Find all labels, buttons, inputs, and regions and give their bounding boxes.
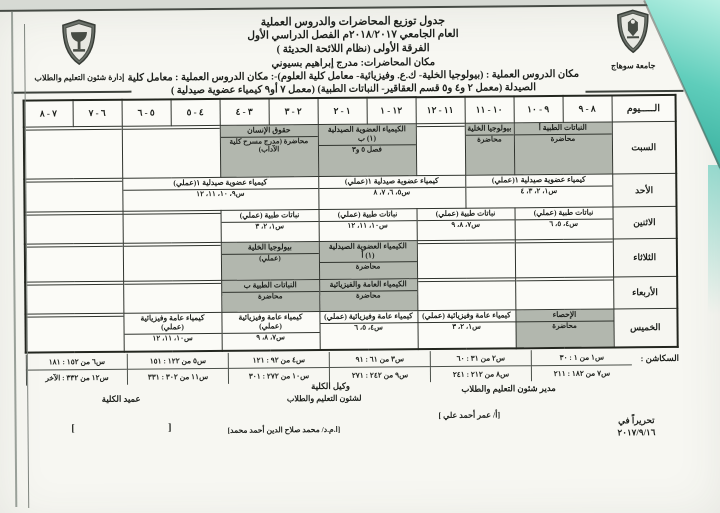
time-slot-header: ٢ - ٣ (269, 98, 318, 125)
manager-signature-name: [أ/ عمر أحمد علي ] (438, 410, 501, 421)
section-range: س١١ من ٣٠٢ : ٣٣١ (127, 368, 228, 384)
timetable-cell (417, 310, 515, 349)
cell-subtitle: محاضرة (516, 320, 613, 330)
page-title: جدول توزيع المحاضرات والدروس العملية (260, 14, 446, 29)
cell-subtitle (26, 214, 123, 216)
issue-date-value: ٢٠١٧/٩/١٦ (617, 427, 656, 438)
section-range: س٥ من ١٢٢ : ١٥١ (127, 353, 228, 369)
timetable-row (24, 121, 676, 179)
cell-subtitle: محاضرة (مدرج مسرح كلية الآداب) (220, 136, 317, 154)
time-slot-header: ٦ - ٧ (73, 100, 122, 127)
time-slot-header: ٨ - ٩ (563, 95, 612, 122)
time-slot-header: ٩ - ١٠ (514, 96, 563, 123)
section-range: س٣ من ٦١ : ٩١ (329, 351, 430, 367)
cell-subtitle (26, 246, 123, 248)
faculty-emblem-label: إدارة شئون التعليم والطلاب (34, 72, 125, 83)
cell-subtitle (418, 280, 515, 282)
day-cell: الأربعاء (613, 276, 677, 309)
timetable-cell (24, 178, 122, 212)
cell-subtitle: س١، ٢، ٣، ٤ (466, 185, 612, 195)
timetable (23, 94, 679, 353)
timetable-cell (515, 239, 613, 278)
practical-location-line-2: الصيدلة (معمل ٢ و٤ و٥ قسم العقاقير- النباتات الطبية) (معمل ٧ أو٩ كيمياء عضوية صيدلية ) (170, 81, 537, 96)
issue-date-label: تحريراً في (618, 415, 655, 426)
cell-title: نباتات طبية (عملي) (337, 209, 398, 219)
timetable-cell (465, 174, 612, 208)
cell-title: كيمياء عامة وفيزيائية (عملي) (238, 312, 303, 331)
practical-location-line-1: مكان الدروس العملية : (بيولوجيا الخلية- ك.ع. وفيزيائية- معامل كلية العلوم)-: مكان الدروس العملية : معامل كلية (127, 68, 580, 84)
day-cell: السبت (612, 121, 676, 174)
timetable-cell (25, 313, 123, 352)
bracket-open: [ (71, 423, 75, 435)
vice-dean-name: [ا.م.د/ محمد صلاح الدين أحمد محمد] (227, 424, 341, 435)
cell-subtitle: محاضرة (465, 134, 513, 143)
cell-subtitle (416, 126, 464, 127)
section-range: س١٢ من ٣٣٢ : الآخر (26, 369, 127, 385)
cell-subtitle: س٤، ٥، ٦ (320, 322, 417, 332)
cell-title: كيمياء عضوية صيدلية ١(عملي) (491, 174, 586, 185)
cell-title: كيمياء عضوية صيدلية ١(عملي) (173, 177, 268, 188)
cell-title: كيمياء عامة وفيزيائية (عملي) (140, 313, 205, 332)
timetable-cell (514, 207, 612, 240)
day-column-header: الـــــيوم (612, 95, 676, 122)
cell-title: الإحصاء (552, 309, 577, 320)
cell-subtitle: س٩، ١٠، ١١، ١٢ (123, 188, 318, 199)
timetable-cell (515, 309, 613, 348)
eagle-shield-icon (614, 9, 652, 53)
time-slot-header: ٥ - ٦ (122, 99, 171, 126)
cell-title: نباتات طبية (عملي) (435, 208, 496, 219)
timetable-cell (123, 280, 221, 313)
day-cell: الاثنين (612, 206, 676, 239)
cell-title: نباتات طبية (عملي) (239, 210, 300, 220)
section-range: س٤ من ٩٢ : ١٢١ (228, 352, 329, 368)
timetable-cell (514, 122, 612, 175)
cell-title: بيولوجيا الخلية (467, 123, 512, 133)
timetable-cell (515, 277, 613, 310)
section-range: س٩ من ٢٤٢ : ٢٧١ (329, 367, 430, 383)
cell-title: كيمياء عامة وفيزيائية (عملي) (422, 310, 511, 321)
cell-subtitle (516, 279, 613, 281)
timetable-cell (417, 278, 515, 311)
day-cell: الأحد (612, 173, 676, 207)
cell-title: النباتات الطبية ب (243, 280, 297, 290)
pharmacy-shield-icon (59, 19, 99, 65)
timetable-cell (122, 177, 318, 212)
section-range: س٨ من ٢١٢ : ٢٤١ (430, 366, 531, 382)
timetable-cell (221, 210, 319, 243)
vice-dean-title-line2: لشئون التعليم والطلاب (286, 393, 362, 404)
cell-subtitle (417, 242, 514, 244)
cell-subtitle: س١، ٢، ٣ (418, 321, 515, 331)
cell-subtitle (122, 128, 219, 130)
cell-subtitle (515, 241, 612, 243)
section-range: س٢ من ٣١ : ٦٠ (430, 350, 531, 366)
timetable-cell (319, 209, 417, 242)
paper-sheet (0, 4, 720, 513)
cell-subtitle: س١٠، ١١، ١٢ (124, 333, 221, 343)
timetable-cell (220, 125, 318, 178)
timetable-cell (123, 312, 221, 351)
sections-label: السكاشن : (640, 352, 680, 364)
timetable-cell (25, 211, 123, 244)
issue-date-block (592, 414, 680, 439)
cell-subtitle (25, 181, 122, 183)
bracket-close: ] (168, 422, 172, 434)
timetable-cell (24, 126, 122, 179)
section-range: س١ من ١ : ٣٠ (531, 349, 632, 365)
day-cell: الثلاثاء (613, 238, 677, 277)
day-cell: الخميس (613, 308, 677, 347)
cell-subtitle: فصل ٥ و٣ (318, 144, 415, 154)
timetable-cell (318, 175, 465, 209)
lecture-location-line: مكان المحاضرات: مدرج إبراهيم بسيوني (271, 57, 436, 70)
timetable-cell (123, 242, 221, 281)
timetable-cell (318, 124, 416, 177)
dean-title: عميد الكلية (101, 393, 141, 404)
cell-subtitle: محاضرة (222, 291, 319, 301)
timetable-cell (465, 123, 514, 175)
time-slot-header: ٣ - ٤ (220, 98, 269, 125)
timetable-cell (25, 281, 123, 314)
timetable-cell (25, 243, 123, 282)
cell-subtitle: س٧، ٨، ٩ (222, 332, 319, 342)
cell-subtitle: محاضرة (514, 133, 611, 143)
cell-title: كيمياء عامة وفيزيائية (عملي) (324, 311, 413, 321)
background-edge (708, 165, 720, 315)
timetable-cell (221, 312, 319, 351)
timetable-cell (319, 241, 417, 280)
cell-subtitle: محاضرة (320, 290, 417, 300)
cell-subtitle: س٧، ٨، ٩ (417, 219, 514, 229)
cell-subtitle: س١٠، ١١، ١٢ (319, 220, 416, 230)
timetable-cell (416, 123, 465, 175)
cell-title: الكيمياء العامة والفيزيائية (329, 279, 407, 289)
cell-subtitle (26, 284, 123, 286)
time-slot-header: ٧ - ٨ (24, 100, 73, 127)
cell-title: الكيمياء العضوية الصيدلية (١) ب (327, 124, 406, 143)
timetable-cell (123, 210, 221, 243)
vice-dean-title-line1: وكيل الكلية (311, 380, 351, 392)
faculty-emblem-block (31, 19, 128, 83)
cell-subtitle (124, 283, 221, 285)
document-header (133, 13, 573, 72)
section-range: س٧ من ١٨٢ : ٢١١ (531, 365, 632, 381)
timetable-cell (122, 125, 220, 178)
section-range: س١٠ من ٢٧٢ : ٣٠١ (228, 367, 329, 383)
timetable-cell (221, 280, 319, 313)
section-range: س٦ من ١٥٢ : ١٨١ (26, 354, 127, 370)
timetable-cell (319, 279, 417, 312)
manager-signature-title: مدير شئون التعليم والطلاب (461, 382, 556, 394)
timetable-cell (417, 208, 515, 241)
timetable-row (25, 238, 677, 282)
time-slot-header: ٤ - ٥ (171, 99, 220, 126)
time-slot-header: ١٠ - ١١ (465, 96, 514, 123)
cell-title: الكيمياء العضوية الصيدلية (١) أ (328, 241, 407, 260)
cell-title: حقوق الإنسان (247, 125, 291, 135)
cell-subtitle (25, 129, 122, 131)
cell-subtitle: محاضرة (319, 261, 416, 271)
timetable-cell (221, 242, 319, 281)
academic-year-line: العام الجامعي ٢٠١٨/٢٠١٧م الفصل الدراسي الأول (247, 28, 459, 42)
cell-subtitle: س٤، ٥، ٦ (515, 218, 612, 228)
time-slot-header: ١ - ٢ (318, 98, 367, 125)
cell-title: النباتات الطبية أ (538, 122, 587, 133)
time-slot-header: ١٢ - ١ (367, 97, 416, 124)
timetable-cell (417, 240, 515, 279)
cell-subtitle: س١، ٢، ٣ (221, 221, 318, 231)
time-slot-header: ١١ - ١٢ (416, 97, 465, 124)
timetable-row (25, 308, 677, 352)
university-emblem-label: جامعة سوهاج (610, 61, 656, 71)
cell-subtitle (123, 245, 220, 247)
timetable-table (23, 94, 679, 353)
cell-title: بيولوجيا الخلية (247, 242, 292, 252)
timetable-cell (319, 311, 417, 350)
dean-signature-brackets (71, 422, 171, 434)
cell-subtitle: س٥، ٦، ٧، ٨ (319, 187, 465, 197)
cell-subtitle (123, 213, 220, 215)
cell-title: نباتات طبية (عملي) (533, 207, 594, 218)
cell-title: كيمياء عضوية صيدلية ١(عملي) (344, 175, 439, 186)
grade-line: الفرقة الأولى (نظام اللائحة الحديثة ) (276, 43, 430, 56)
cell-subtitle: (عملي) (221, 253, 318, 263)
cell-subtitle (26, 316, 123, 318)
